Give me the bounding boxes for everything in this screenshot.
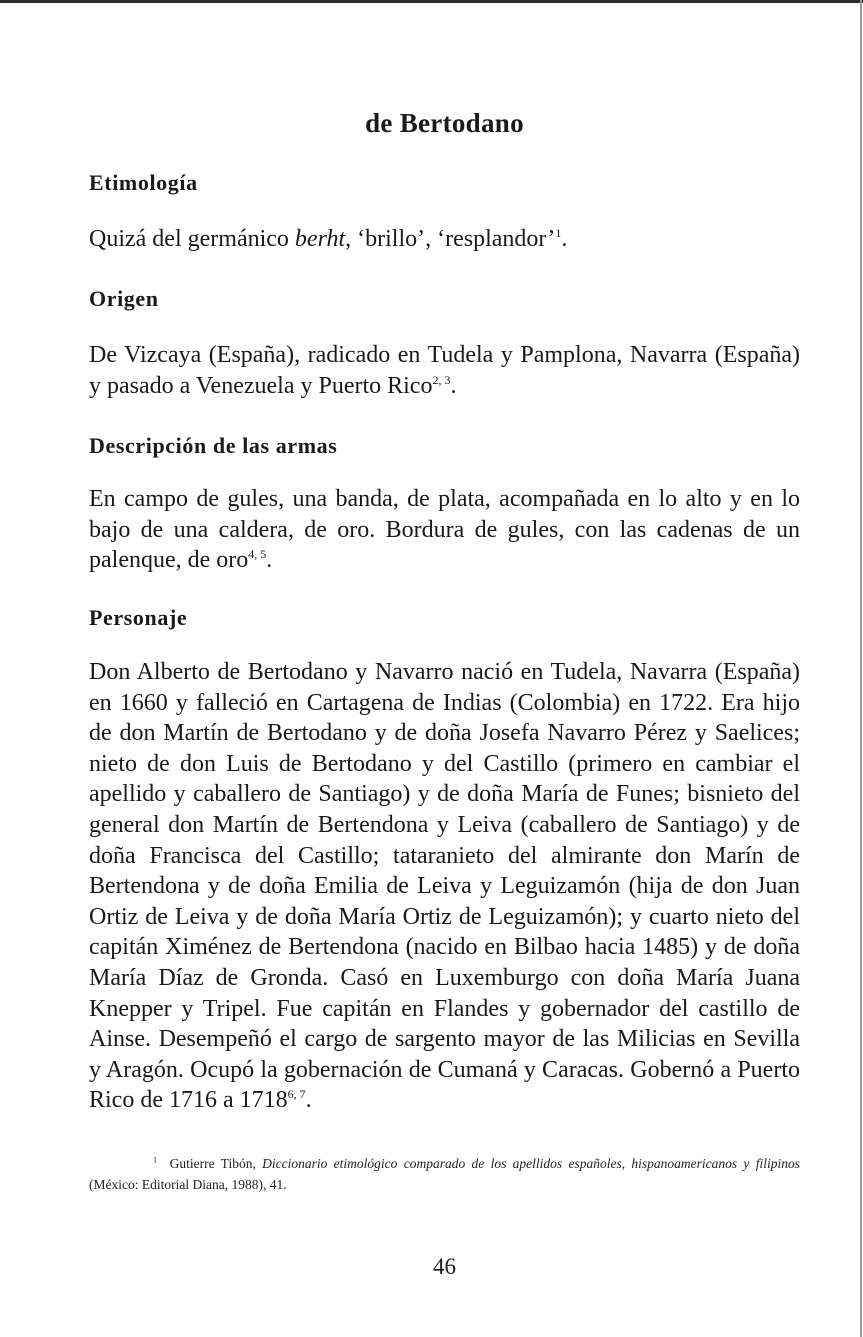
footnote-author: Gutierre Tibón, (169, 1156, 263, 1171)
etimologia-end: . (561, 226, 568, 252)
heading-origen: Origen (89, 286, 159, 311)
origen-text: De Vizcaya (España), radicado en Tudela y Pamplona, Navarra (España) y pasado a Venezuela y Puerto Rico (89, 342, 800, 399)
footnote-ref-1: 1 (555, 226, 562, 240)
etimologia-term: berht (294, 226, 346, 252)
paragraph-personaje (89, 657, 800, 1116)
footnote (89, 1153, 800, 1195)
etimologia-text-pre: Quizá del germánico (89, 226, 295, 252)
right-border-line (860, 0, 862, 1337)
personaje-text: Don Alberto de Bertodano y Navarro nació en Tudela, Navarra (España) en 1660 y falleció en Cartagena de Indias (Colombia) en 1722. Era hijo de don Martín de Bertodano y de doña Josefa Navarro Pérez y Saelices; nieto de don Luis de Bertodano y del Castillo (primero en cambiar el apellido y caballero de Santiago) y de doña María de Funes; bisnieto del general don Martín de Bertendona y Leiva (caballero de Santiago) y de doña Francisca del Castillo; tataranieto del almirante don Marín de Bertendona y de doña Emilia de Leiva y Leguizamón (hija de don Juan Ortiz de Leiva y de doña María Ortiz de Leguizamón); y cuarto nieto del capitán Ximénez de Bertendona (nacido en Bilbao hacia 1485) y de doña María Díaz de Gronda. Casó en Luxemburgo con doña María Juana Knepper y Tripel. Fue capitán en Flandes y gobernador del castillo de Ainse. Desempeñó el cargo de sargento mayor de las Milicias en Sevilla y Aragón. Ocupó la gobernación de Cumaná y Caracas. Gobernó a Puerto Rico de 1716 a 1718 (89, 659, 800, 1114)
heading-etimologia: Etimología (89, 170, 198, 195)
footnote-number: 1 (153, 1155, 157, 1165)
footnote-work-title: Diccionario etimológico comparado de los apellidos españoles, hispanoamericanos y filipinos (262, 1156, 800, 1171)
paragraph-origen (89, 340, 800, 401)
etimologia-text-post: , ‘brillo’, ‘resplandor’ (345, 226, 556, 252)
paragraph-armas (89, 484, 800, 576)
footnote-publication: (México: Editorial Diana, 1988), 41. (89, 1177, 287, 1192)
paragraph-etimologia (89, 224, 800, 255)
heading-personaje: Personaje (89, 605, 188, 630)
origen-end: . (450, 372, 457, 399)
heading-armas: Descripción de las armas (89, 433, 338, 458)
page-title: de Bertodano (365, 108, 524, 138)
armas-end: . (266, 547, 273, 574)
top-border-line (0, 0, 863, 3)
footnote-ref-2-3: 2, 3 (432, 372, 451, 387)
personaje-end: . (305, 1087, 312, 1114)
footnote-ref-6-7: 6, 7 (287, 1087, 306, 1102)
armas-text: En campo de gules, una banda, de plata, acompañada en lo alto y en lo bajo de una caldera, de oro. Bordura de gules, con las cadenas de un palenque, de oro (89, 486, 800, 574)
footnote-ref-4-5: 4, 5 (248, 547, 267, 562)
page-number: 46 (433, 1254, 456, 1279)
